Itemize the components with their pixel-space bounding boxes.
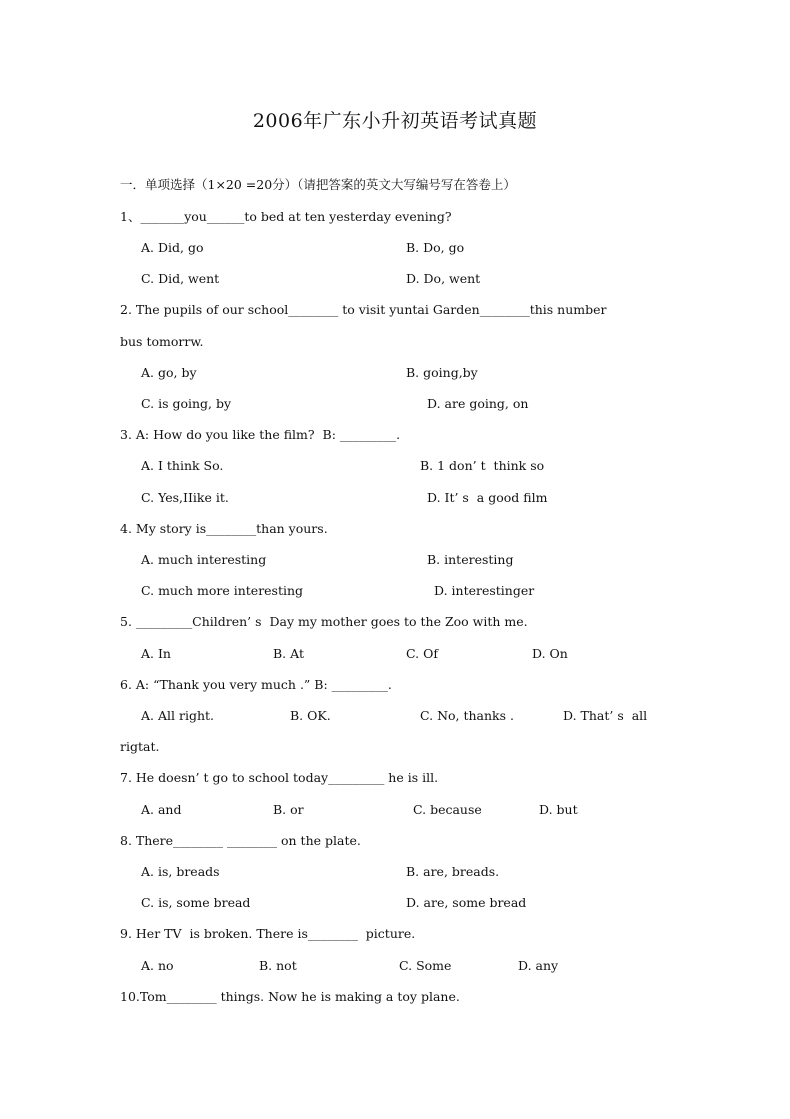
option: C. is going, by — [141, 396, 232, 411]
option: C. Yes,IIike it. — [141, 490, 229, 505]
option: B. are, breads. — [406, 864, 500, 879]
option: A. All right. — [141, 708, 214, 723]
option: B. going,by — [406, 365, 478, 380]
option: C. is, some bread — [141, 895, 251, 910]
option: A. no — [141, 958, 174, 973]
option: A. and — [141, 802, 182, 817]
section-heading: 一．单项选择（1×20 =20分）（请把答案的英文大写编号写在答卷上） — [120, 177, 516, 192]
document-title: 2006年广东小升初英语考试真题 — [252, 110, 538, 132]
question-stem: 10.Tom________ things. Now he is making a toy plane. — [120, 989, 460, 1004]
option: B. 1 don’ t think so — [420, 458, 545, 473]
question-stem: 7. He doesn’ t go to school today_________ he is ill. — [120, 770, 439, 785]
option: D. but — [539, 802, 578, 817]
option: B. not — [259, 958, 297, 973]
option-continuation: rigtat. — [120, 739, 160, 754]
question-stem: 8. There________ ________ on the plate. — [120, 833, 361, 848]
option: C. because — [413, 802, 482, 817]
option: A. is, breads — [141, 864, 220, 879]
option: A. Did, go — [141, 240, 204, 255]
option: D. On — [532, 646, 568, 661]
question-stem: 5. _________Children’ s Day my mother goes to the Zoo with me. — [120, 614, 528, 629]
option: C. Some — [399, 958, 452, 973]
option: B. or — [273, 802, 304, 817]
option: A. In — [141, 646, 171, 661]
question-stem-continuation: bus tomorrw. — [120, 334, 204, 349]
option: D. Do, went — [406, 271, 481, 286]
option: D. any — [518, 958, 559, 973]
question-stem: 6. A: “Thank you very much .” B: _________. — [120, 677, 392, 692]
option: D. interestinger — [434, 583, 535, 598]
question-stem: 1、_______you______to bed at ten yesterday evening? — [120, 209, 452, 224]
option: A. go, by — [141, 365, 197, 380]
option: C. No, thanks . — [420, 708, 514, 723]
option: C. much more interesting — [141, 583, 304, 598]
option: D. That’ s all — [563, 708, 648, 723]
option: B. OK. — [290, 708, 331, 723]
option: C. Did, went — [141, 271, 220, 286]
option: A. I think So. — [141, 458, 224, 473]
option: D. are going, on — [427, 396, 529, 411]
option: D. are, some bread — [406, 895, 527, 910]
question-stem: 9. Her TV is broken. There is________ picture. — [120, 926, 416, 941]
option: B. At — [273, 646, 304, 661]
option: C. Of — [406, 646, 438, 661]
option: B. Do, go — [406, 240, 465, 255]
option: B. interesting — [427, 552, 514, 567]
question-stem: 4. My story is________than yours. — [120, 521, 328, 536]
question-stem: 3. A: How do you like the film? B: _________. — [120, 427, 401, 442]
option: A. much interesting — [141, 552, 267, 567]
question-stem: 2. The pupils of our school________ to visit yuntai Garden________this number — [120, 302, 607, 317]
option: D. It’ s a good film — [427, 490, 548, 505]
